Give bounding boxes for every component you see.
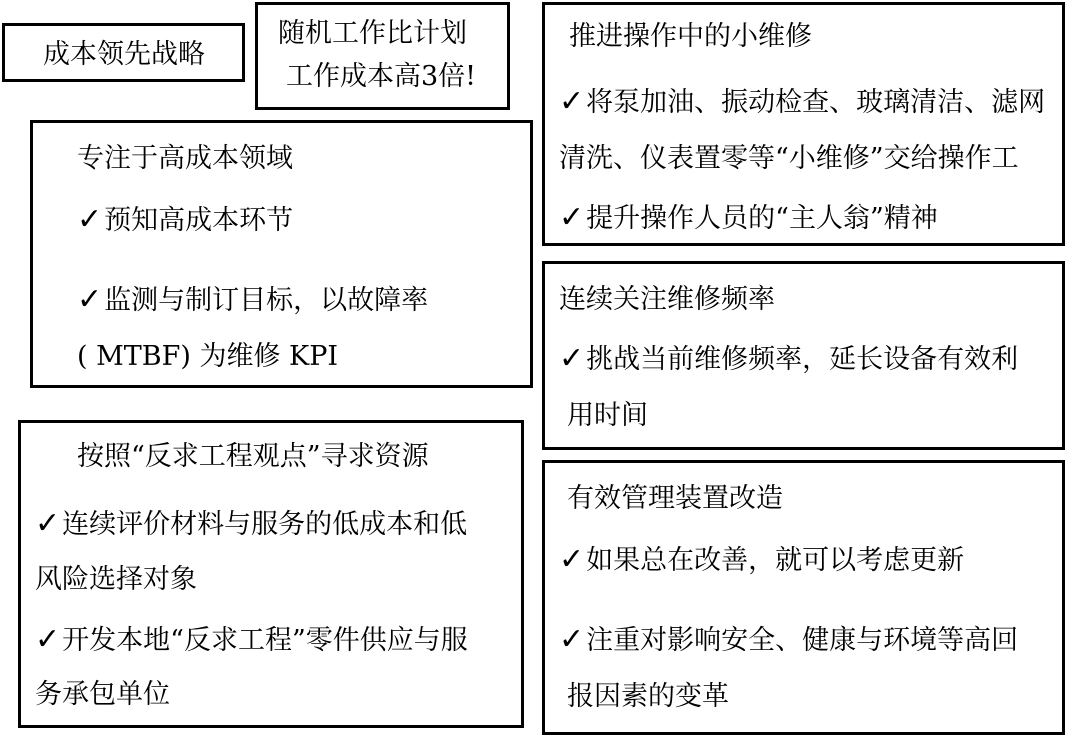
retrofit-management-item-1: ✓如果总在改善，就可以考虑更新: [559, 542, 965, 577]
minor-maintenance-item-1: ✓将泵加油、振动检查、玻璃清洁、滤网: [559, 84, 1046, 119]
minor-maintenance-box: [542, 2, 1065, 246]
retrofit-management-heading: 有效管理装置改造: [567, 483, 783, 514]
reverse-engineering-item-2: ✓开发本地“反求工程”零件供应与服: [35, 622, 468, 657]
minor-maintenance-item-1-cont: 清洗、仪表置零等“小维修”交给操作工: [559, 143, 1019, 174]
reverse-engineering-sourcing-box: [18, 420, 524, 728]
reverse-engineering-heading: 按照“反求工程观点”寻求资源: [77, 441, 429, 472]
reverse-engineering-item-1-cont: 风险选择对象: [35, 564, 197, 595]
maintenance-frequency-item-1: ✓挑战当前维修频率，延长设备有效利: [559, 341, 1019, 376]
retrofit-management-item-2-cont: 报因素的变革: [567, 681, 729, 712]
check-icon: ✓: [559, 84, 585, 119]
reverse-engineering-item-2-cont: 务承包单位: [35, 679, 170, 710]
maintenance-frequency-heading: 连续关注维修频率: [559, 284, 775, 315]
check-icon: ✓: [35, 506, 61, 541]
high-cost-focus-item-1: ✓预知高成本环节: [77, 202, 294, 237]
high-cost-focus-item-2-cont: ( MTBF) 为维修 KPI: [77, 341, 339, 372]
check-icon: ✓: [559, 200, 585, 235]
check-icon: ✓: [559, 622, 585, 657]
high-cost-focus-heading: 专注于高成本领域: [77, 143, 293, 174]
retrofit-management-box: [542, 460, 1065, 735]
check-icon: ✓: [559, 542, 585, 577]
cost-note-line-2: 工作成本高3倍!: [286, 61, 477, 92]
reverse-engineering-item-1: ✓连续评价材料与服务的低成本和低: [35, 506, 468, 541]
check-icon: ✓: [559, 341, 585, 376]
cost-note-box: [255, 2, 510, 110]
check-icon: ✓: [77, 202, 103, 237]
check-icon: ✓: [77, 282, 103, 317]
cost-note-line-1: 随机工作比计划: [278, 18, 467, 49]
minor-maintenance-heading: 推进操作中的小维修: [569, 21, 812, 52]
minor-maintenance-item-2: ✓提升操作人员的“主人翁”精神: [559, 200, 938, 235]
check-icon: ✓: [35, 622, 61, 657]
retrofit-management-item-2: ✓注重对影响安全、健康与环境等高回: [559, 622, 1019, 657]
high-cost-focus-box: [30, 120, 533, 388]
maintenance-frequency-box: [542, 261, 1065, 450]
high-cost-focus-item-2: ✓监测与制订目标，以故障率: [77, 282, 429, 317]
maintenance-frequency-item-1-cont: 用时间: [567, 400, 648, 431]
strategy-title: 成本领先战略: [43, 39, 205, 70]
strategy-title-box: [2, 23, 245, 82]
